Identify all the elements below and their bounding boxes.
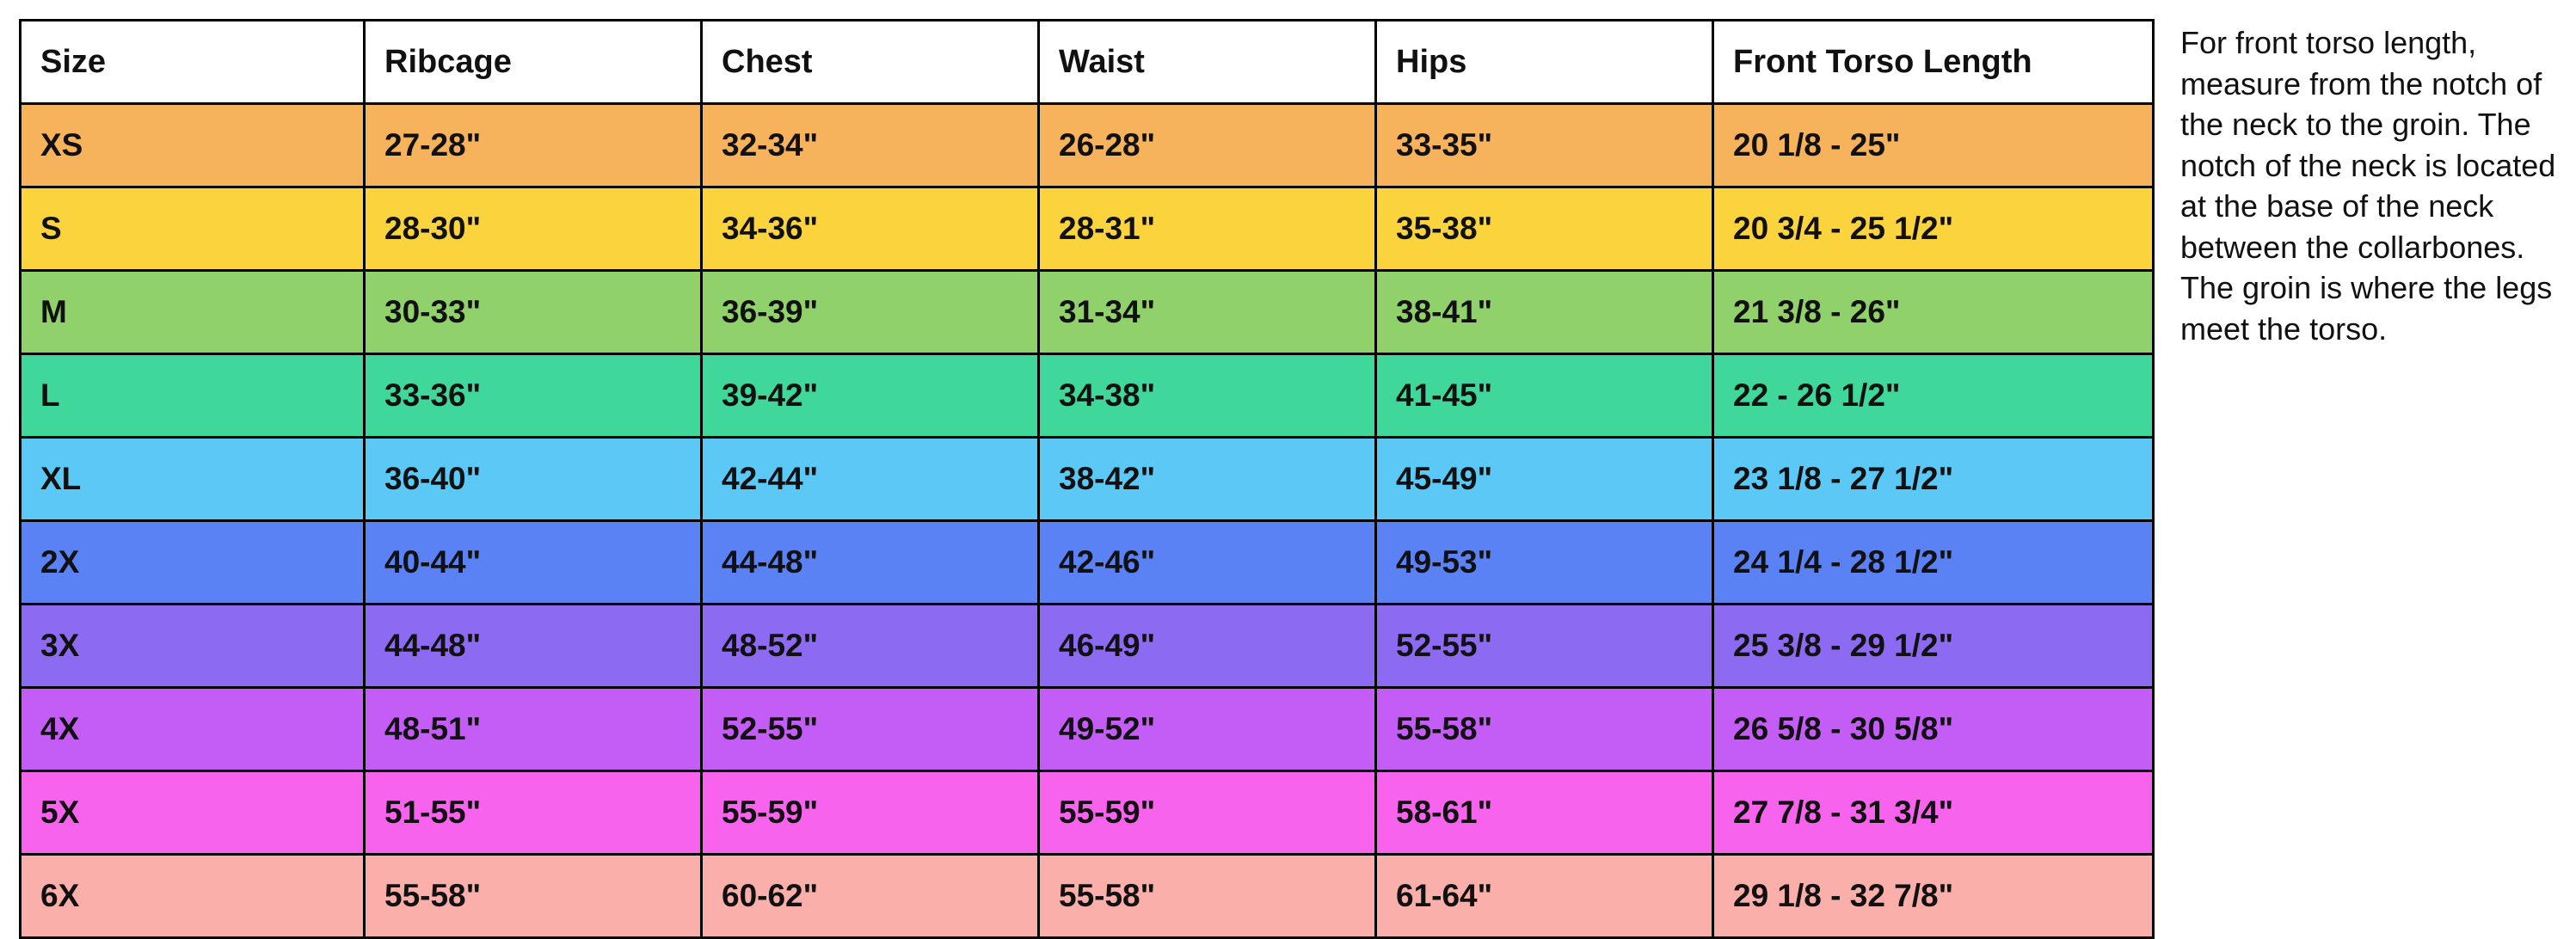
column-header: Ribcage (365, 21, 702, 104)
table-row (21, 771, 2154, 855)
table-row (21, 688, 2154, 771)
column-header: Front Torso Length (1713, 21, 2154, 104)
table-row (21, 271, 2154, 354)
table-row (21, 354, 2154, 438)
measurement-cell: 22 - 26 1/2" (1713, 354, 2154, 438)
measurement-cell: 35-38" (1376, 187, 1713, 271)
measurement-cell: 27-28" (365, 104, 702, 187)
table-row (21, 438, 2154, 521)
measurement-cell: 55-58" (365, 855, 702, 938)
table-row (21, 187, 2154, 271)
column-header: Hips (1376, 21, 1713, 104)
measurement-cell: 42-46" (1039, 521, 1376, 605)
table-body (21, 104, 2154, 938)
measurement-cell: 48-51" (365, 688, 702, 771)
size-chart-table (19, 19, 2155, 939)
measurement-cell: 34-36" (702, 187, 1039, 271)
measurement-cell: 44-48" (365, 605, 702, 688)
size-label-cell: 4X (21, 688, 365, 771)
measurement-cell: 29 1/8 - 32 7/8" (1713, 855, 2154, 938)
column-header: Size (21, 21, 365, 104)
measurement-cell: 60-62" (702, 855, 1039, 938)
measurement-cell: 39-42" (702, 354, 1039, 438)
measurement-cell: 40-44" (365, 521, 702, 605)
table-header-row (21, 21, 2154, 104)
measurement-cell: 52-55" (702, 688, 1039, 771)
measurement-cell: 28-31" (1039, 187, 1376, 271)
measurement-cell: 26-28" (1039, 104, 1376, 187)
measurement-cell: 23 1/8 - 27 1/2" (1713, 438, 2154, 521)
measurement-cell: 36-39" (702, 271, 1039, 354)
measurement-cell: 24 1/4 - 28 1/2" (1713, 521, 2154, 605)
measurement-cell: 34-38" (1039, 354, 1376, 438)
column-header: Chest (702, 21, 1039, 104)
size-label-cell: 2X (21, 521, 365, 605)
table-row (21, 104, 2154, 187)
size-label-cell: XS (21, 104, 365, 187)
measurement-cell: 26 5/8 - 30 5/8" (1713, 688, 2154, 771)
measurement-cell: 52-55" (1376, 605, 1713, 688)
measurement-cell: 36-40" (365, 438, 702, 521)
measurement-cell: 31-34" (1039, 271, 1376, 354)
measurement-cell: 30-33" (365, 271, 702, 354)
measurement-cell: 28-30" (365, 187, 702, 271)
measurement-cell: 44-48" (702, 521, 1039, 605)
measurement-cell: 51-55" (365, 771, 702, 855)
table-row (21, 605, 2154, 688)
size-label-cell: 5X (21, 771, 365, 855)
size-label-cell: XL (21, 438, 365, 521)
measurement-cell: 55-58" (1376, 688, 1713, 771)
measurement-cell: 33-36" (365, 354, 702, 438)
measurement-cell: 61-64" (1376, 855, 1713, 938)
front-torso-length-note: For front torso length, measure from the notch of the neck to the groin. The notch of the neck is located at the base of the neck between the collarbones. The groin is where the legs meet the torso. (2180, 25, 2556, 347)
size-label-cell: L (21, 354, 365, 438)
table-row (21, 855, 2154, 938)
measurement-cell: 20 1/8 - 25" (1713, 104, 2154, 187)
measurement-cell: 25 3/8 - 29 1/2" (1713, 605, 2154, 688)
measurement-cell: 42-44" (702, 438, 1039, 521)
size-label-cell: 6X (21, 855, 365, 938)
measurement-cell: 55-59" (1039, 771, 1376, 855)
measurement-cell: 46-49" (1039, 605, 1376, 688)
measurement-cell: 49-52" (1039, 688, 1376, 771)
measurement-cell: 45-49" (1376, 438, 1713, 521)
measurement-cell: 38-41" (1376, 271, 1713, 354)
measurement-cell: 49-53" (1376, 521, 1713, 605)
table-header (21, 21, 2154, 104)
measurement-cell: 58-61" (1376, 771, 1713, 855)
measurement-cell: 41-45" (1376, 354, 1713, 438)
size-label-cell: S (21, 187, 365, 271)
measurement-cell: 55-59" (702, 771, 1039, 855)
measurement-cell: 55-58" (1039, 855, 1376, 938)
size-label-cell: 3X (21, 605, 365, 688)
measurement-cell: 33-35" (1376, 104, 1713, 187)
measurement-cell: 32-34" (702, 104, 1039, 187)
size-label-cell: M (21, 271, 365, 354)
measurement-cell: 20 3/4 - 25 1/2" (1713, 187, 2154, 271)
column-header: Waist (1039, 21, 1376, 104)
measurement-cell: 48-52" (702, 605, 1039, 688)
measurement-cell: 27 7/8 - 31 3/4" (1713, 771, 2154, 855)
measurement-cell: 21 3/8 - 26" (1713, 271, 2154, 354)
measurement-cell: 38-42" (1039, 438, 1376, 521)
table-row (21, 521, 2154, 605)
